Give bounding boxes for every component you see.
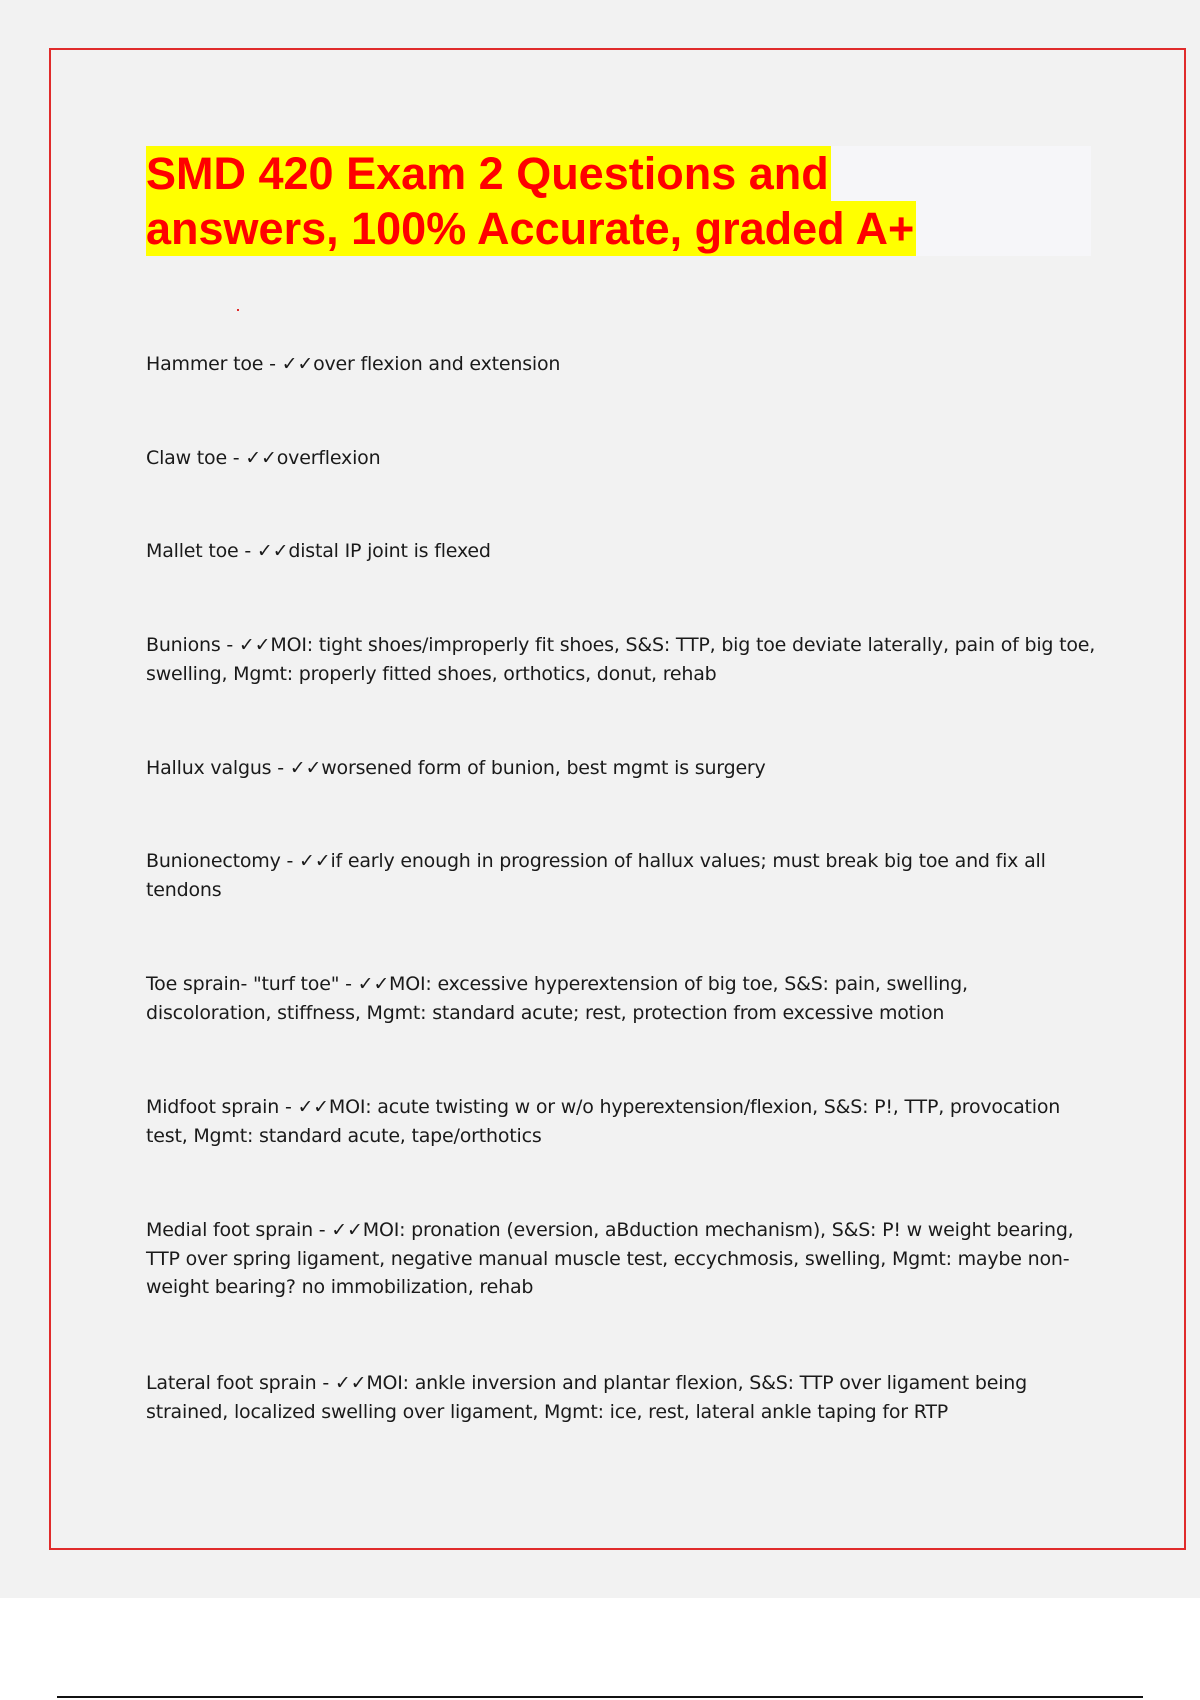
- qa-item-hallux-valgus: [146, 754, 1096, 783]
- qa-answer: distal IP joint is flexed: [288, 540, 491, 562]
- document-title-line-2: answers, 100% Accurate, graded A+: [146, 203, 915, 254]
- qa-answer: MOI: acute twisting w or w/o hyperextension/flexion, S&S: P!, TTP, provocation test, Mgmt: standard acute, tape/orthotics: [146, 1096, 1061, 1147]
- double-check-icon: ✓✓: [245, 447, 277, 469]
- double-check-icon: ✓✓: [331, 1219, 363, 1241]
- qa-term: Mallet toe: [146, 540, 239, 562]
- page-divider: [57, 1696, 1143, 1698]
- qa-term: Bunionectomy: [146, 850, 281, 872]
- double-check-icon: ✓✓: [334, 1372, 367, 1394]
- double-check-icon: ✓✓: [357, 973, 390, 995]
- page-border: [49, 48, 1186, 1550]
- qa-term: Lateral foot sprain: [146, 1372, 317, 1394]
- double-check-icon: ✓✓: [297, 1096, 329, 1118]
- qa-item-mallet-toe: [146, 537, 1096, 566]
- qa-term: Hammer toe: [146, 353, 264, 375]
- qa-term: Medial foot sprain: [146, 1219, 313, 1241]
- qa-separator: -: [263, 353, 282, 375]
- qa-term: Bunions: [146, 634, 221, 656]
- double-check-icon: ✓✓: [298, 850, 331, 872]
- stray-mark: [237, 309, 239, 311]
- qa-term: Midfoot sprain: [146, 1096, 280, 1118]
- qa-separator: -: [220, 634, 239, 656]
- qa-answer: over flexion and extension: [313, 353, 561, 375]
- qa-term: Toe sprain- "turf toe": [146, 973, 340, 995]
- double-check-icon: ✓✓: [281, 353, 314, 375]
- qa-answer: MOI: excessive hyperextension of big toe, S&S: pain, swelling, discoloration, stiffness, Mgmt: standard acute; rest, protection from excessive motion: [146, 973, 968, 1024]
- qa-answer: MOI: pronation (eversion, aBduction mechanism), S&S: P! w weight bearing, TTP over spring ligament, negative manual muscle test, eccychmosis, swelling, Mgmt: maybe non-weight bearing? no immobilization, rehab: [146, 1219, 1074, 1298]
- qa-item-medial-foot-sprain: [146, 1216, 1096, 1302]
- qa-answer: overflexion: [276, 447, 381, 469]
- qa-separator: -: [312, 1219, 332, 1241]
- qa-separator: -: [316, 1372, 335, 1394]
- qa-answer: MOI: tight shoes/improperly fit shoes, S&S: TTP, big toe deviate laterally, pain of big toe, swelling, Mgmt: properly fitted shoes, orthotics, donut, rehab: [146, 634, 1096, 685]
- double-check-icon: ✓✓: [289, 757, 322, 779]
- qa-separator: -: [271, 757, 290, 779]
- qa-term: Claw toe: [146, 447, 227, 469]
- qa-separator: -: [226, 447, 246, 469]
- qa-term: Hallux valgus: [146, 757, 272, 779]
- qa-answer: if early enough in progression of hallux values; must break big toe and fix all tendons: [146, 850, 1046, 901]
- qa-answer: MOI: ankle inversion and plantar flexion, S&S: TTP over ligament being strained, localized swelling over ligament, Mgmt: ice, rest, lateral ankle taping for RTP: [146, 1372, 1027, 1423]
- qa-item-hammer-toe: [146, 350, 1096, 379]
- double-check-icon: ✓✓: [238, 634, 271, 656]
- double-check-icon: ✓✓: [256, 540, 289, 562]
- qa-answer: worsened form of bunion, best mgmt is surgery: [321, 757, 766, 779]
- qa-item-claw-toe: [146, 444, 1096, 473]
- qa-item-midfoot-sprain: [146, 1093, 1096, 1150]
- qa-item-turf-toe: [146, 970, 1096, 1027]
- qa-item-bunions: [146, 631, 1096, 688]
- qa-separator: -: [280, 850, 299, 872]
- document-title-line-1: SMD 420 Exam 2 Questions and: [146, 148, 829, 199]
- qa-item-bunionectomy: [146, 847, 1096, 904]
- qa-item-lateral-foot-sprain: [146, 1369, 1096, 1426]
- qa-separator: -: [339, 973, 358, 995]
- qa-separator: -: [238, 540, 257, 562]
- qa-separator: -: [279, 1096, 298, 1118]
